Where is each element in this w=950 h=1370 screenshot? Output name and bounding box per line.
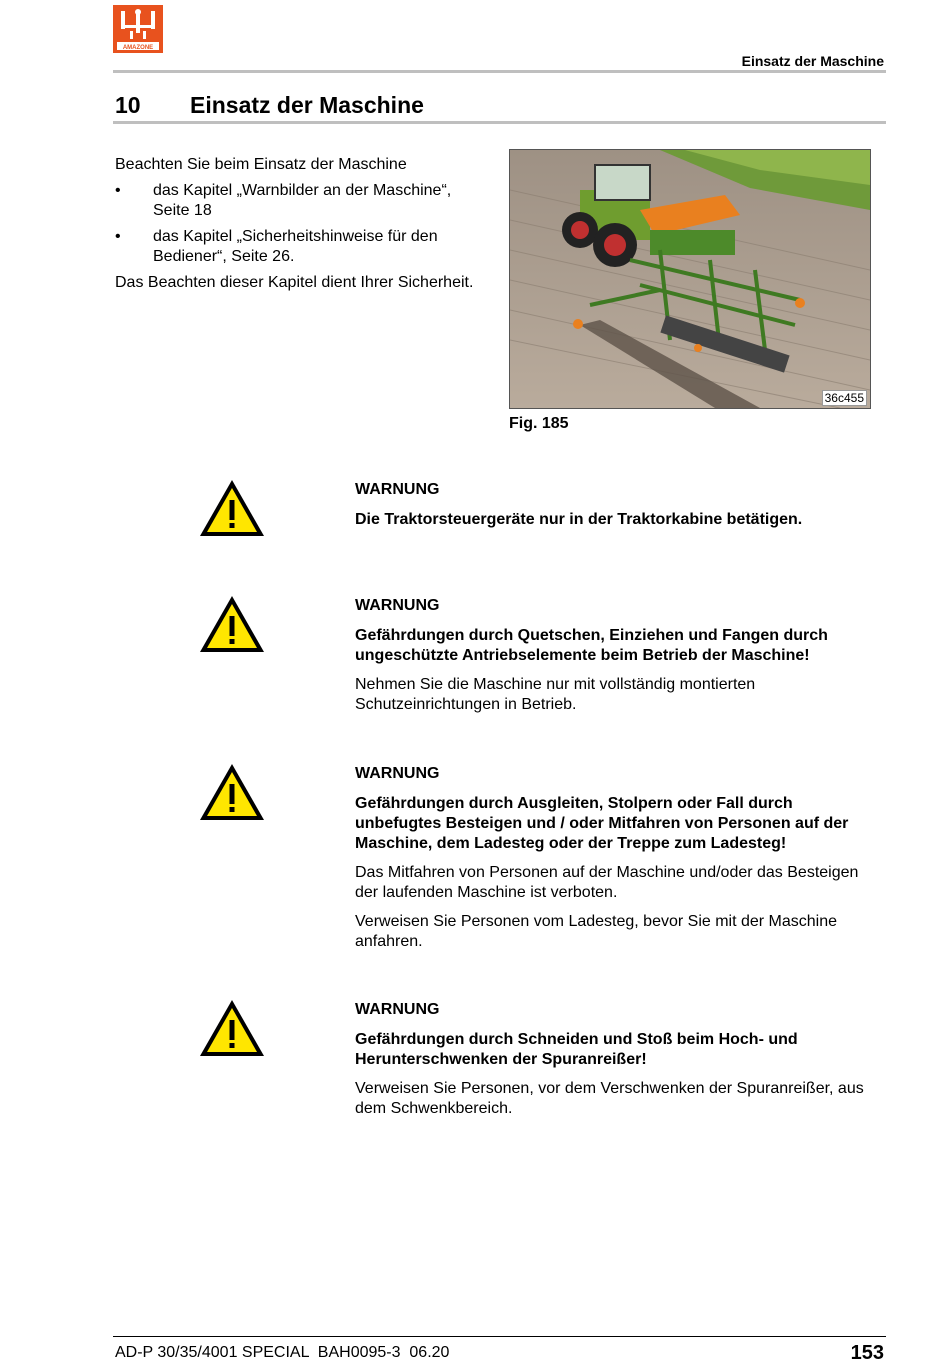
warning-block [355, 596, 875, 724]
intro-section [115, 155, 475, 293]
bullet-icon: • [115, 182, 121, 199]
header-rule [113, 70, 886, 73]
warning-text: Nehmen Sie die Maschine nur mit vollständig montierten Schutzeinrichtungen in Betrieb. [355, 676, 756, 713]
warning-title: WARNUNG [355, 765, 440, 782]
warning-title: WARNUNG [355, 1001, 440, 1018]
warning-headline: Gefährdungen durch Schneiden und Stoß beim Hoch- und Herunterschwenken der Spuranreißer! [355, 1031, 798, 1068]
list-item-text: das Kapitel „Warnbilder an der Maschine“, Seite 18 [153, 182, 452, 219]
intro-closing: Das Beachten dieser Kapitel dient Ihrer Sicherheit. [115, 274, 474, 291]
warning-text: Verweisen Sie Personen, vor dem Verschwenken der Spuranreißer, aus dem Schwenkbereich. [355, 1080, 864, 1117]
logo-wordmark: AMAZONE [122, 45, 154, 51]
chapter-number: 10 [115, 92, 141, 118]
page-number: 153 [850, 1342, 884, 1364]
warning-headline: Gefährdungen durch Ausgleiten, Stolpern oder Fall durch unbefugtes Besteigen und / oder Mitfahren von Personen auf der Maschine, dem Ladesteg oder der Treppe zum Ladesteg! [355, 795, 849, 852]
footer-rule [113, 1336, 886, 1337]
intro-lead: Beachten Sie beim Einsatz der Maschine [115, 156, 407, 173]
warning-block [355, 480, 875, 539]
warning-block [355, 1000, 875, 1128]
list-item [115, 181, 475, 221]
warning-headline: Gefährdungen durch Quetschen, Einziehen und Fangen durch ungeschützte Antriebselemente beim Betrieb der Maschine! [355, 627, 828, 664]
running-header: Einsatz der Maschine [741, 53, 884, 69]
list-item [115, 227, 475, 267]
list-item-text: das Kapitel „Sicherheitshinweise für den Bediener“, Seite 26. [153, 228, 438, 265]
warning-headline: Die Traktorsteuergeräte nur in der Traktorkabine betätigen. [355, 511, 803, 528]
tractor-seeder-photo [509, 149, 871, 409]
warning-title: WARNUNG [355, 481, 440, 498]
chapter-rule [113, 121, 886, 124]
chapter-title: Einsatz der Maschine [190, 92, 424, 118]
warning-title: WARNUNG [355, 597, 440, 614]
intro-list [115, 181, 475, 267]
figure-id-label: 36c455 [822, 390, 867, 406]
amazone-logo [113, 5, 163, 53]
warning-block [355, 764, 875, 961]
warning-text: Das Mitfahren von Personen auf der Maschine und/oder das Besteigen der laufenden Maschine ist verboten. [355, 864, 859, 901]
warning-triangle-icon [198, 478, 266, 538]
warning-triangle-icon [198, 762, 266, 822]
footer-document-id: AD-P 30/35/4001 SPECIAL BAH0095-3 06.20 [115, 1344, 450, 1361]
figure-caption: Fig. 185 [509, 415, 569, 432]
warning-triangle-icon [198, 594, 266, 654]
warning-text: Verweisen Sie Personen vom Ladesteg, bevor Sie mit der Maschine anfahren. [355, 913, 838, 950]
warning-triangle-icon [198, 998, 266, 1058]
bullet-icon: • [115, 228, 121, 245]
